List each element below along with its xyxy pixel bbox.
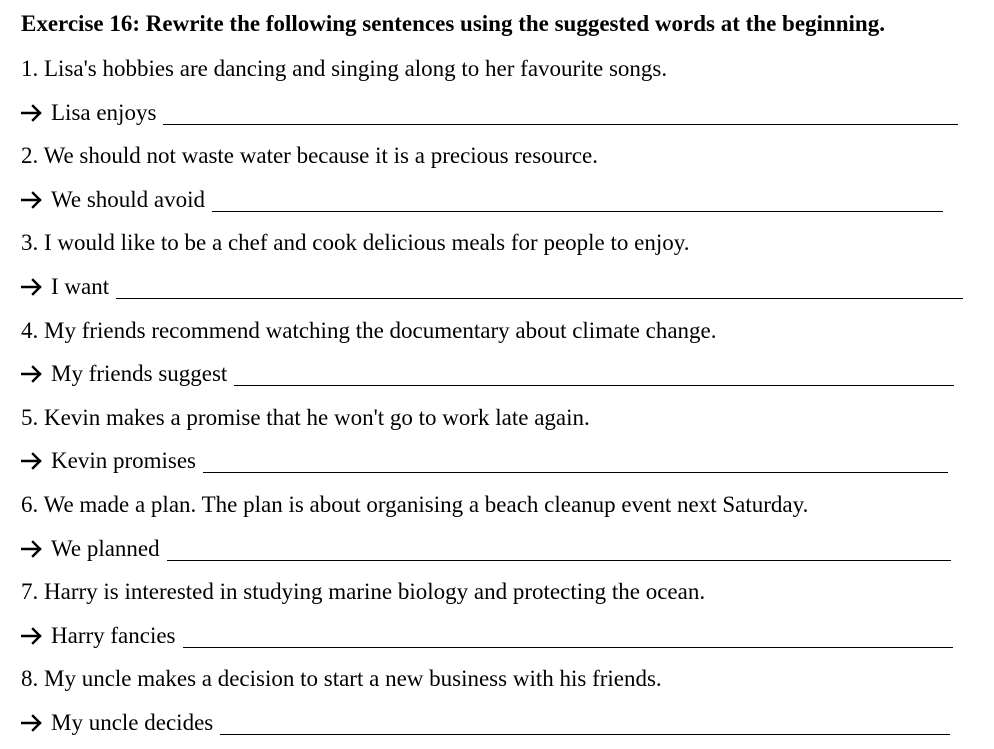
sentence-8: 8. My uncle makes a decision to start a new business with his friends. — [21, 666, 662, 691]
sentence-5: 5. Kevin makes a promise that he won't go to work late again. — [21, 405, 590, 430]
prompt-text: My friends suggest — [51, 361, 228, 386]
sentence-4: 4. My friends recommend watching the documentary about climate change. — [21, 318, 717, 343]
answer-blank[interactable] — [116, 298, 963, 299]
answer-blank[interactable] — [183, 647, 953, 648]
sentence-1: 1. Lisa's hobbies are dancing and singing along to her favourite songs. — [21, 56, 668, 81]
answer-blank[interactable] — [212, 211, 943, 212]
prompt-text: We should avoid — [51, 187, 206, 212]
answer-line-2 — [21, 185, 943, 215]
right-arrow-icon — [21, 362, 43, 386]
prompt-text: Kevin promises — [51, 448, 197, 473]
answer-blank[interactable] — [163, 124, 958, 125]
prompt-text: We planned — [51, 536, 160, 561]
right-arrow-icon — [21, 711, 43, 735]
sentence-2: 2. We should not waste water because it is a precious resource. — [21, 143, 599, 168]
right-arrow-icon — [21, 188, 43, 212]
answer-blank[interactable] — [167, 560, 951, 561]
right-arrow-icon — [21, 537, 43, 561]
answer-line-3 — [21, 272, 963, 302]
answer-line-7 — [21, 621, 953, 651]
answer-line-4 — [21, 359, 954, 389]
sentence-7: 7. Harry is interested in studying marine biology and protecting the ocean. — [21, 579, 706, 604]
sentence-6: 6. We made a plan. The plan is about organising a beach cleanup event next Saturday. — [21, 492, 809, 517]
right-arrow-icon — [21, 275, 43, 299]
right-arrow-icon — [21, 101, 43, 125]
prompt-text: I want — [51, 274, 110, 299]
answer-line-8 — [21, 708, 950, 738]
answer-blank[interactable] — [203, 472, 948, 473]
prompt-text: Harry fancies — [51, 623, 176, 648]
answer-blank[interactable] — [220, 734, 950, 735]
prompt-text: My uncle decides — [51, 710, 214, 735]
answer-line-6 — [21, 534, 951, 564]
answer-line-1 — [21, 98, 958, 128]
exercise-title: Exercise 16: Rewrite the following sentences using the suggested words at the beginning. — [21, 11, 885, 36]
right-arrow-icon — [21, 449, 43, 473]
prompt-text: Lisa enjoys — [51, 100, 157, 125]
sentence-3: 3. I would like to be a chef and cook delicious meals for people to enjoy. — [21, 230, 690, 255]
answer-blank[interactable] — [234, 385, 954, 386]
right-arrow-icon — [21, 624, 43, 648]
answer-line-5 — [21, 446, 948, 476]
